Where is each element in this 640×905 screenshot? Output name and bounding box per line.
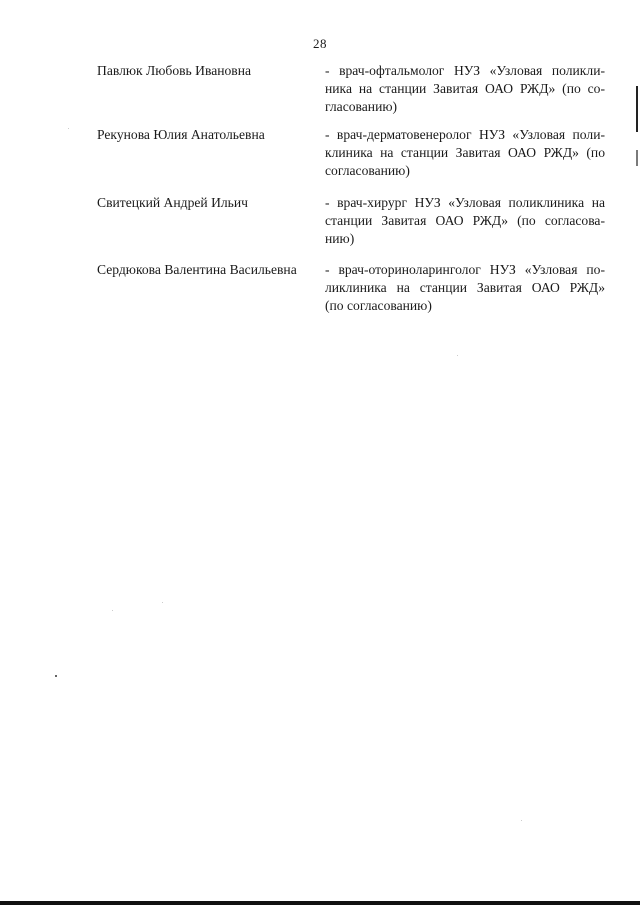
person-role bbox=[325, 261, 605, 315]
scan-edge-mark bbox=[636, 150, 638, 166]
scan-speck bbox=[162, 602, 163, 603]
role-line: - врач-дерматовенеролог НУЗ «Узловая поли- bbox=[325, 127, 605, 142]
scan-speck bbox=[112, 610, 113, 611]
person-name: Сердюкова Валентина Васильевна bbox=[97, 262, 297, 277]
role-line: (по согласованию) bbox=[325, 298, 432, 313]
list-item bbox=[97, 126, 617, 180]
role-line: согласованию) bbox=[325, 163, 410, 178]
list-item bbox=[97, 194, 617, 248]
scan-edge-mark bbox=[636, 86, 638, 132]
role-line: ликлиника на станции Завитая ОАО РЖД» bbox=[325, 280, 605, 295]
role-line: клиника на станции Завитая ОАО РЖД» (по bbox=[325, 145, 605, 160]
person-name: Свитецкий Андрей Ильич bbox=[97, 195, 248, 210]
person-name: Рекунова Юлия Анатольевна bbox=[97, 127, 265, 142]
role-line: - врач-офтальмолог НУЗ «Узловая поликли- bbox=[325, 63, 605, 78]
role-line: ника на станции Завитая ОАО РЖД» (по со- bbox=[325, 81, 605, 96]
role-line: - врач-хирург НУЗ «Узловая поликлиника на bbox=[325, 195, 605, 210]
scan-speck bbox=[68, 128, 69, 129]
person-role bbox=[325, 62, 605, 116]
role-line: - врач-оториноларинголог НУЗ «Узловая по- bbox=[325, 262, 605, 277]
scan-speck bbox=[55, 675, 57, 677]
page-number: 28 bbox=[313, 36, 327, 51]
role-line: нию) bbox=[325, 231, 355, 246]
list-item bbox=[97, 62, 617, 116]
scan-speck bbox=[521, 820, 522, 821]
role-line: станции Завитая ОАО РЖД» (по согласова- bbox=[325, 213, 605, 228]
scan-bottom-edge bbox=[0, 901, 640, 905]
role-line: гласованию) bbox=[325, 99, 398, 114]
person-name: Павлюк Любовь Ивановна bbox=[97, 63, 252, 78]
person-role bbox=[325, 126, 605, 180]
person-role bbox=[325, 194, 605, 248]
scan-speck bbox=[457, 355, 458, 356]
list-item bbox=[97, 261, 617, 315]
